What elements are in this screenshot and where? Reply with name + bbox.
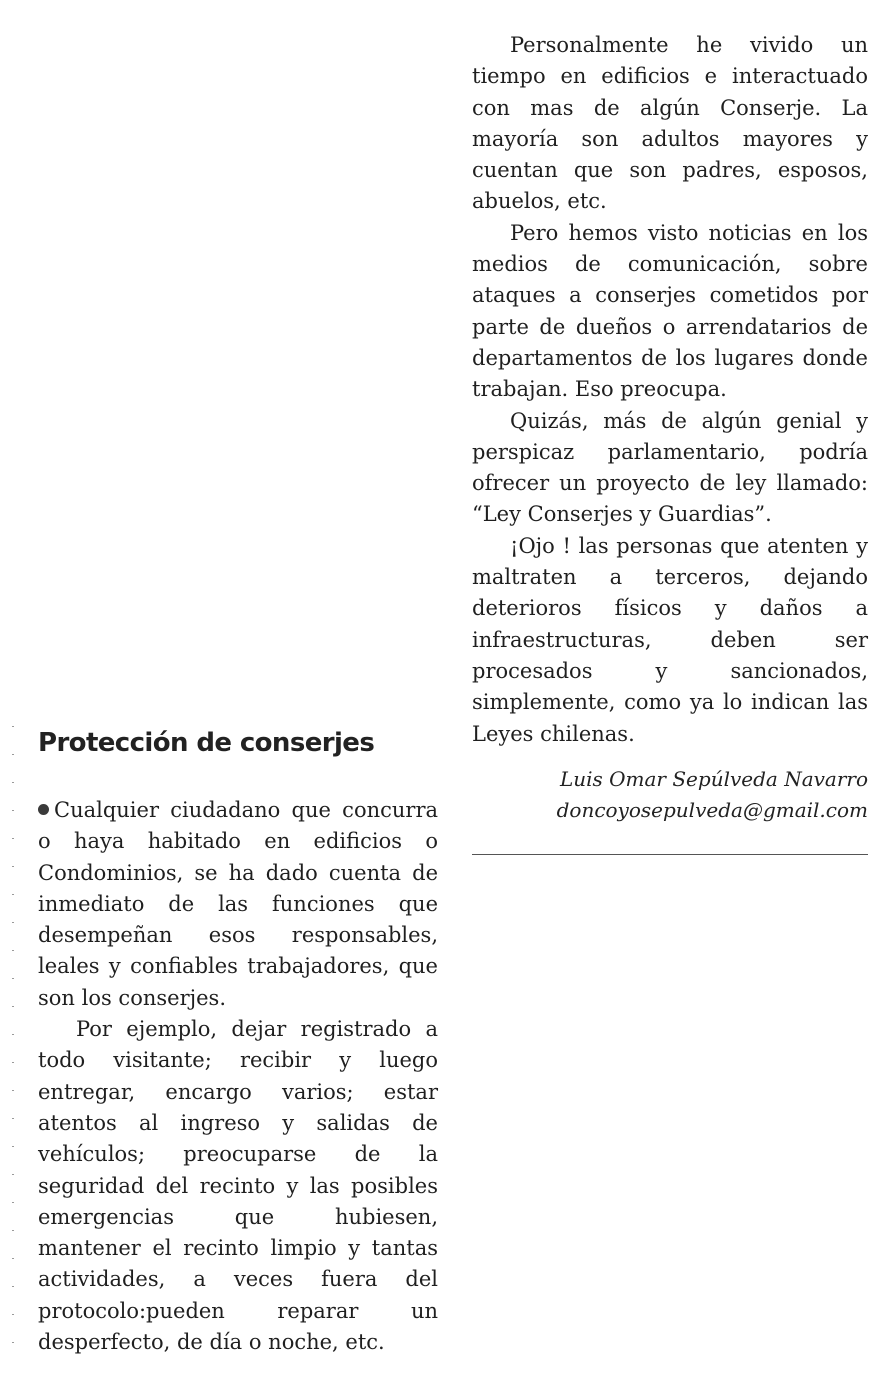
paragraph: Personalmente he vivido un tiempo en edificios e interactuado con mas de algún Conserje. La mayoría son adultos mayores y cuentan que son padres, esposos, abuelos, etc. [472, 33, 868, 214]
column-dashed-rule [12, 726, 14, 1356]
paragraph: Pero hemos visto noticias en los medios de comunicación, sobre ataques a conserjes cometidos por parte de dueños o arrendatarios de departamentos de los lugares donde trabajan. Eso preocupa. [472, 220, 868, 402]
section-divider [472, 854, 868, 855]
article-headline: Protección de conserjes [38, 728, 375, 758]
paragraph: Quizás, más de algún genial y perspicaz parlamentario, podría ofrecer un proyecto de ley llamado: “Ley Conserjes y Guardias”. [472, 408, 868, 527]
paragraph-text: Cualquier ciudadano que concurra o haya habitado en edificios o Condominios, se ha dado cuenta de inmediato de las funciones que desempeñan esos responsables, leales y confiables trabajadores, que son los conserjes. [38, 798, 438, 1010]
author-name: Luis Omar Sepúlveda Navarro [559, 767, 868, 791]
letter-signature [472, 764, 868, 826]
paragraph [38, 795, 438, 1014]
paragraph: ¡Ojo ! las personas que atenten y maltraten a terceros, dejando deterioros físicos y daños a infraestructuras, deben ser procesados y sancionados, simplemente, como ya lo indican las Leyes chilenas. [472, 533, 868, 746]
right-column [472, 30, 868, 750]
paragraph: Por ejemplo, dejar registrado a todo visitante; recibir y luego entregar, encargo varios; estar atentos al ingreso y salidas de vehículos; preocuparse de la seguridad del recinto y las posibles emergencias que hubiesen, mantener el recinto limpio y tantas actividades, a veces fuera del protocolo:pueden reparar un desperfecto, de día o noche, etc. [38, 1017, 438, 1355]
left-column [38, 795, 438, 1358]
author-email: doncoyosepulveda@gmail.com [556, 798, 868, 822]
bullet-icon [38, 804, 49, 815]
